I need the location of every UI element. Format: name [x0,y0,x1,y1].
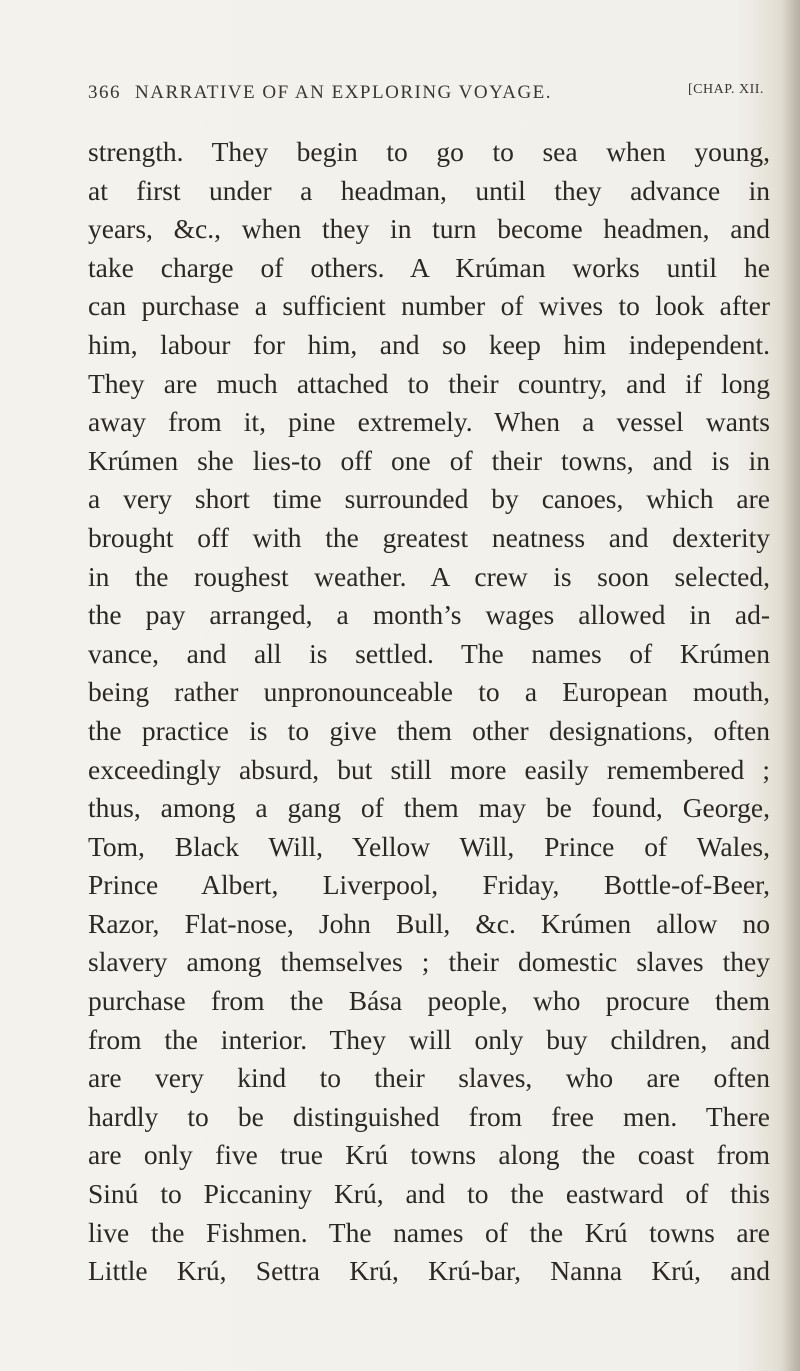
text-line: at first under a headman, until they advance in [88,174,770,206]
text-line: thus, among a gang of them may be found, George, [88,792,770,824]
text-line: Sinú to Piccaniny Krú, and to the eastward of this [88,1178,770,1210]
text-line: exceedingly absurd, but still more easily remembered ; [88,753,770,785]
text-line: brought off with the greatest neatness and dexterity [88,521,770,553]
text-line: Razor, Flat-nose, John Bull, &c. Krúmen allow no [88,907,770,939]
text-line: Prince Albert, Liverpool, Friday, Bottle-of-Beer, [88,869,770,901]
text-line: vance, and all is settled. The names of Krúmen [88,637,770,669]
running-head [88,82,770,112]
text-line: in the roughest weather. A crew is soon selected, [88,560,770,592]
text-line: the practice is to give them other designations, often [88,714,770,746]
text-line: a very short time surrounded by canoes, which are [88,483,770,515]
text-line: live the Fishmen. The names of the Krú towns are [88,1216,770,1248]
body-text [88,133,770,1291]
text-line: take charge of others. A Krúman works until he [88,251,770,283]
text-line: him, labour for him, and so keep him independent. [88,328,770,360]
running-title: NARRATIVE OF AN EXPLORING VOYAGE. [135,82,553,103]
text-line: being rather unpronounceable to a European mouth, [88,676,770,708]
text-line: can purchase a sufficient number of wives to look after [88,290,770,322]
text-line: years, &c., when they in turn become headmen, and [88,213,770,245]
text-line: Krúmen she lies-to off one of their towns, and is in [88,444,770,476]
text-line: purchase from the Bása people, who procure them [88,985,770,1017]
text-line: are very kind to their slaves, who are often [88,1062,770,1094]
chapter-marker: [CHAP. XII. [688,82,764,97]
text-line: from the interior. They will only buy children, and [88,1023,770,1055]
text-line: are only five true Krú towns along the coast from [88,1139,770,1171]
page-number: 366 [88,82,121,103]
text-line: the pay arranged, a month’s wages allowed in ad- [88,599,770,631]
page-edge-shadow [782,0,800,1371]
text-line: strength. They begin to go to sea when young, [88,136,770,167]
text-line: Tom, Black Will, Yellow Will, Prince of Wales, [88,830,770,862]
text-line: They are much attached to their country, and if long [88,367,770,399]
text-line: slavery among themselves ; their domestic slaves they [88,946,770,978]
text-line: hardly to be distinguished from free men. There [88,1100,770,1132]
text-line: Little Krú, Settra Krú, Krú-bar, Nanna Krú, and [88,1255,770,1287]
text-line: away from it, pine extremely. When a vessel wants [88,406,770,438]
